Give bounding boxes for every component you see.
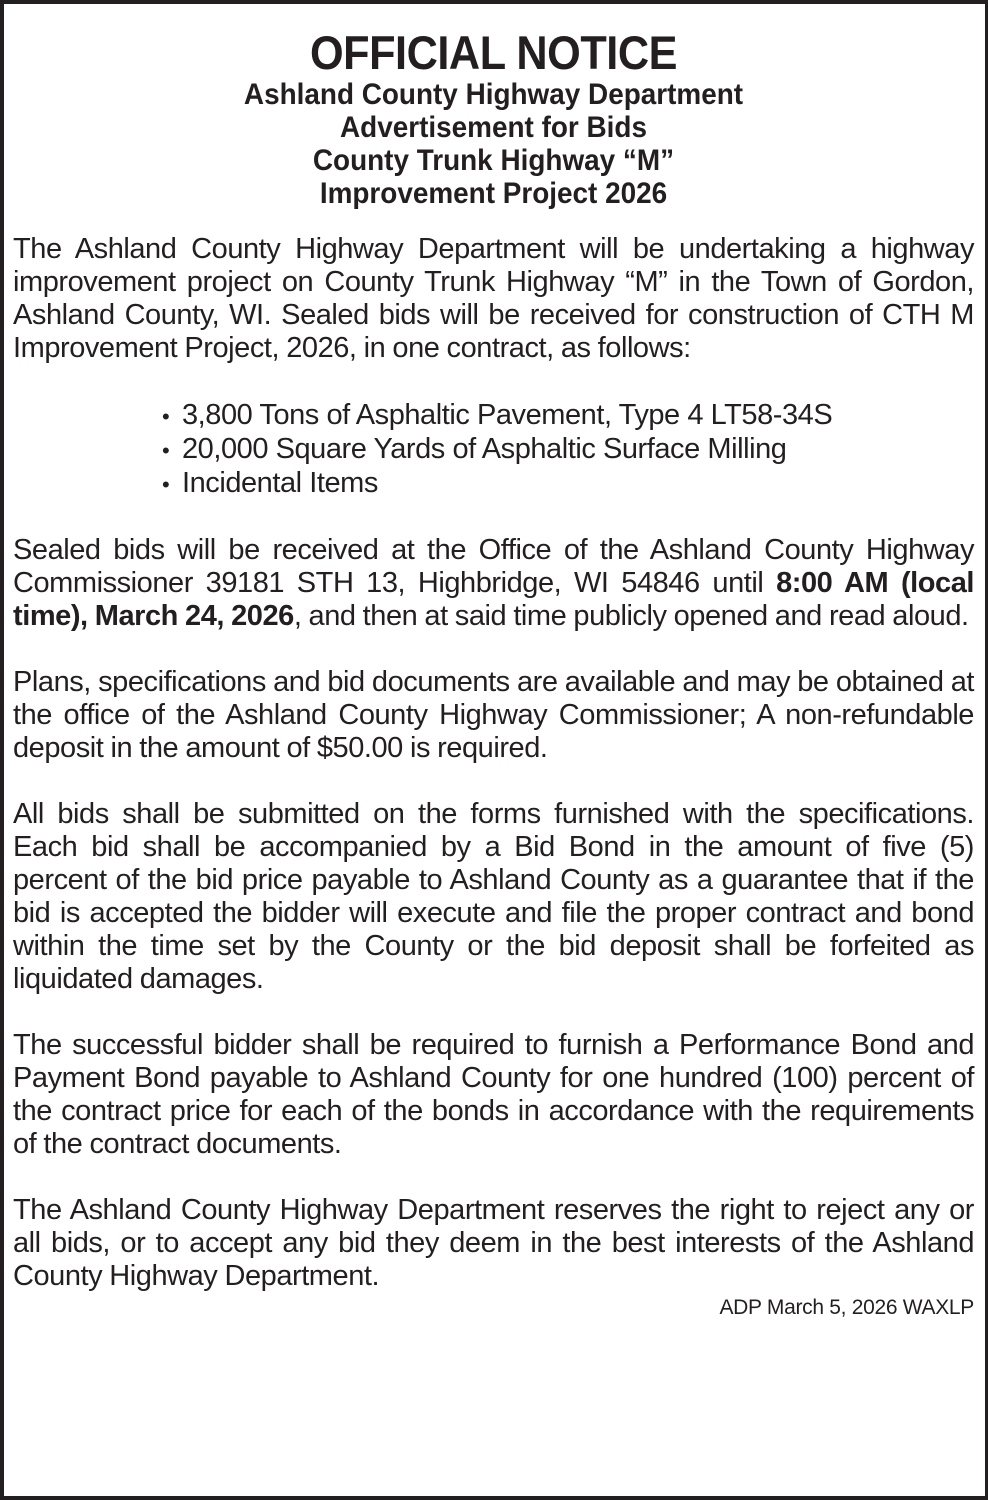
department-name: Ashland County Highway Department (243, 78, 744, 111)
highway-name: County Trunk Highway “M” (312, 144, 675, 177)
bid-item: • 20,000 Square Yards of Asphaltic Surface Milling (162, 433, 974, 467)
reservation-paragraph: The Ashland County Highway Department reserves the right to reject any or all bids, or to accept any bid they deem in the best interests of the Ashland County Highway Department. (13, 1194, 974, 1292)
bid-receipt-paragraph (13, 534, 974, 633)
bid-receipt-text: Sealed bids will be received at the Office of the Ashland County Highway Commissioner 39181 STH 13, Highbridge, WI 54846 until (13, 534, 974, 599)
bid-receipt-text-end: , and then at said time publicly opened and read aloud. (293, 600, 969, 632)
notice-header (13, 4, 974, 210)
performance-bond-paragraph: The successful bidder shall be required to furnish a Performance Bond and Payment Bond payable to Ashland County for one hundred (100) percent of the contract price for each of the bonds in accordance with the requirements of the contract documents. (13, 1029, 974, 1160)
bid-items-list (13, 399, 974, 501)
bid-item: • Incidental Items (162, 467, 974, 501)
plans-paragraph: Plans, specifications and bid documents are available and may be obtained at the office of the Ashland County Highway Commissioner; A non-refundable deposit in the amount of $50.00 is required. (13, 666, 974, 764)
bid-bond-paragraph: All bids shall be submitted on the forms furnished with the specifications. Each bid shall be accompanied by a Bid Bond in the amount of five (5) percent of the bid price payable to Ashland County as a guarantee that if the bid is accepted the bidder will execute and file the proper contract and bond within the time set by the County or the bid deposit shall be forfeited as liquidated damages. (13, 798, 974, 995)
notice-title: OFFICIAL NOTICE (309, 26, 678, 79)
notice-body (13, 233, 974, 1321)
advertisement-type: Advertisement for Bids (340, 111, 647, 144)
bid-item: • 3,800 Tons of Asphaltic Pavement, Type 4 LT58-34S (162, 399, 974, 433)
project-name: Improvement Project 2026 (319, 177, 668, 210)
intro-paragraph: The Ashland County Highway Department will be undertaking a highway improvement project on County Trunk Highway “M” in the Town of Gordon, Ashland County, WI. Sealed bids will be received for construction of CTH M Improvement Project, 2026, in one contract, as follows: (13, 233, 974, 364)
bid-deadline: 8:00 AM (local time), March 24, 2026 (13, 567, 975, 632)
publication-line: ADP March 5, 2026 WAXLP (719, 1296, 974, 1319)
